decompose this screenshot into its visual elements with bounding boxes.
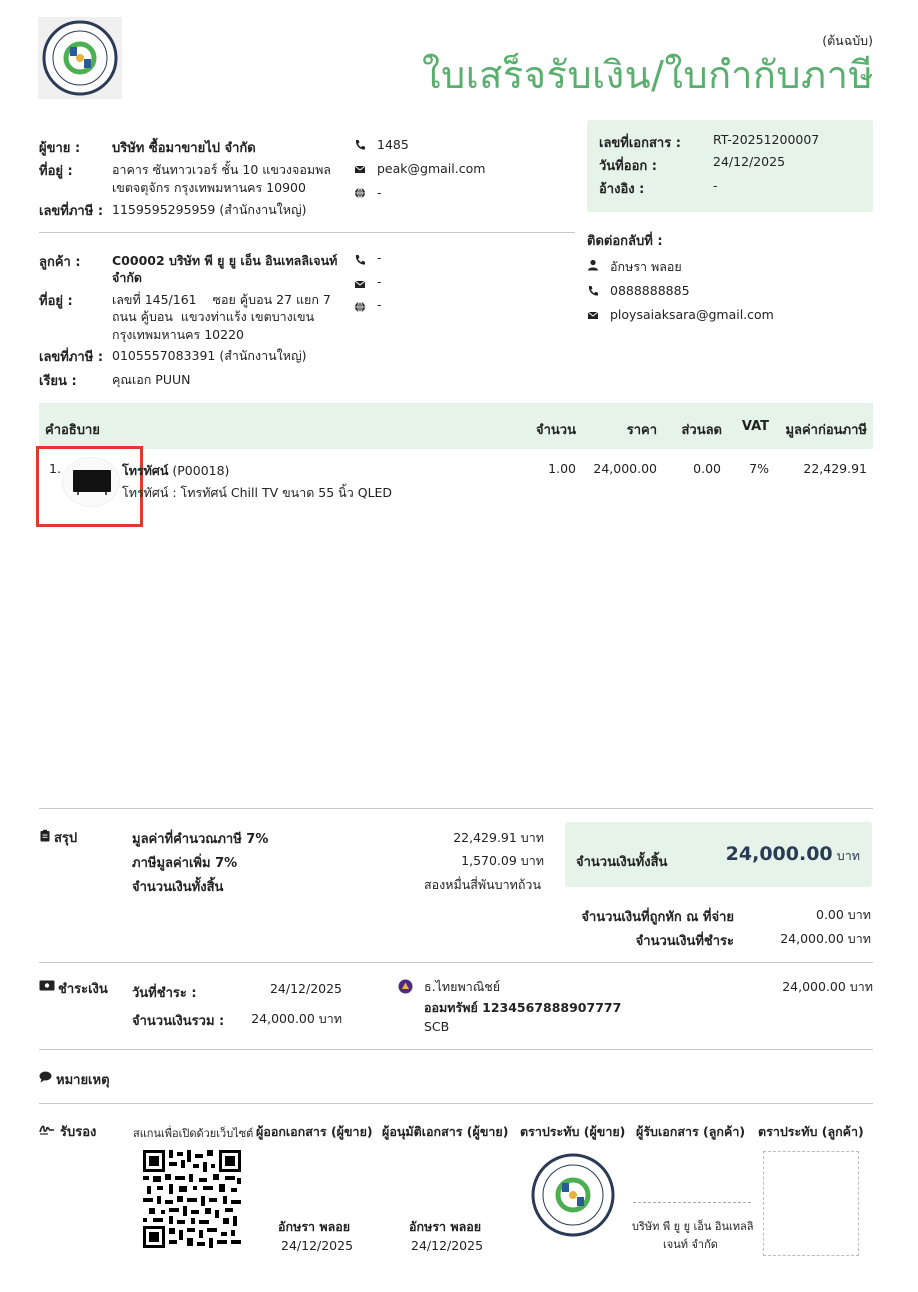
customer-name-line1: C00002 บริษัท พี ยู ยู เอ็น อินเทลลิเจนท์ — [112, 253, 338, 268]
item-name: โทรทัศน์ — [122, 463, 169, 478]
contact-back-title: ติดต่อกลับที่ : — [587, 234, 663, 249]
receiver-company-line2: เจนท์ จำกัด — [663, 1238, 718, 1251]
seller-phone: 1485 — [377, 137, 409, 152]
item-name-line — [122, 461, 229, 481]
contact-phone: 0888888885 — [610, 283, 690, 298]
payment-amount: 24,000.00 บาท — [782, 979, 873, 994]
customer-tax-id: 0105557083391 (สำนักงานใหญ่) — [112, 348, 307, 363]
seller-tax-label: เลขที่ภาษี : — [39, 204, 104, 219]
bank-name: ธ.ไทยพาณิชย์ — [424, 979, 501, 994]
approver-name: อักษรา พลอย — [409, 1219, 482, 1234]
to-pay-value: 24,000.00 บาท — [780, 931, 871, 946]
doc-date-label: วันที่ออก : — [599, 159, 657, 174]
bank-code: SCB — [424, 1019, 450, 1034]
issuer-name: อักษรา พลอย — [278, 1219, 351, 1234]
document-title: ใบเสร็จรับเงิน/ใบกำกับภาษี — [422, 53, 874, 97]
bank-account: ออมทรัพย์ 1234567888907777 — [424, 1000, 622, 1015]
item-detail: โทรทัศน์ : โทรทัศน์ Chill TV ขนาด 55 นิ้ว QLED — [122, 485, 393, 500]
notes-title: หมายเหตุ — [56, 1073, 110, 1088]
taxable-value: 22,429.91 บาท — [453, 830, 544, 845]
receiver-signature-line — [633, 1202, 751, 1203]
to-pay-label: จำนวนเงินที่ชำระ — [635, 934, 734, 949]
customer-tax-label: เลขที่ภาษี : — [39, 350, 104, 365]
customer-attn-label: เรียน : — [39, 374, 77, 389]
customer-address-line2: ถนน คู้บอน แขวงท่าแร้ง เขตบางเขน — [112, 309, 315, 324]
company-logo — [38, 17, 122, 99]
th-price: ราคา — [626, 423, 657, 438]
seller-customer-divider — [39, 232, 575, 233]
seller-address-line2: เขตจตุจักร กรุงเทพมหานคร 10900 — [112, 180, 306, 195]
seller-address-label: ที่อยู่ : — [39, 164, 73, 179]
seller-stamp-label: ตราประทับ (ผู้ขาย) — [520, 1124, 626, 1139]
total-label: จำนวนเงินทั้งสิ้น — [132, 880, 224, 895]
contact-name: อักษรา พลอย — [610, 259, 682, 274]
approver-label: ผู้อนุมัติเอกสาร (ผู้ขาย) — [382, 1124, 509, 1139]
customer-phone: - — [377, 250, 382, 265]
grand-total-value: 24,000.00 — [725, 843, 833, 865]
phone-icon — [354, 254, 366, 266]
item-vat: 7% — [749, 461, 769, 476]
th-qty: จำนวน — [536, 423, 576, 438]
payment-date: 24/12/2025 — [269, 981, 342, 996]
doc-ref: - — [713, 178, 718, 193]
signature-icon — [39, 1123, 55, 1135]
customer-email: - — [377, 274, 382, 289]
total-text: สองหมื่นสี่พันบาทถ้วน — [423, 877, 541, 892]
item-amount: 22,429.91 — [803, 461, 867, 476]
seller-website: - — [377, 185, 382, 200]
item-qty: 1.00 — [548, 461, 576, 476]
phone-icon — [354, 139, 366, 151]
th-vat: VAT — [741, 419, 769, 434]
payment-divider — [39, 962, 873, 963]
customer-name-line2: จำกัด — [112, 270, 143, 285]
vat-label: ภาษีมูลค่าเพิ่ม 7% — [132, 856, 238, 871]
customer-address-label: ที่อยู่ : — [39, 294, 73, 309]
issuer-label: ผู้ออกเอกสาร (ผู้ขาย) — [256, 1124, 373, 1139]
issuer-date: 24/12/2025 — [281, 1238, 354, 1253]
item-code: (P00018) — [172, 463, 230, 478]
doc-ref-label: อ้างอิง : — [599, 182, 645, 197]
notes-divider — [39, 1049, 873, 1050]
customer-stamp-box — [763, 1151, 859, 1256]
th-description: คำอธิบาย — [45, 423, 100, 438]
seller-stamp — [530, 1150, 616, 1240]
bank-logo-icon — [398, 979, 413, 994]
customer-address-line3: กรุงเทพมหานคร 10220 — [112, 327, 244, 342]
seller-name: บริษัท ซื้อมาขายไป จำกัด — [112, 141, 256, 156]
phone-icon — [587, 285, 599, 297]
approver-date: 24/12/2025 — [411, 1238, 484, 1253]
customer-name-label: ลูกค้า : — [39, 255, 81, 270]
comment-icon — [39, 1071, 52, 1083]
payment-date-label: วันที่ชำระ : — [132, 986, 197, 1001]
customer-attn: คุณเอก PUUN — [112, 372, 191, 387]
summary-title: สรุป — [54, 831, 78, 846]
withheld-value: 0.00 บาท — [816, 907, 871, 922]
contact-email: ploysaiaksara@gmail.com — [610, 307, 774, 322]
payment-total-label: จำนวนเงินรวม : — [132, 1014, 225, 1029]
th-discount: ส่วนลด — [681, 423, 722, 438]
item-index: 1. — [49, 461, 61, 476]
payment-total: 24,000.00 บาท — [251, 1011, 342, 1026]
summary-divider — [39, 808, 873, 809]
email-icon — [354, 163, 366, 175]
customer-website: - — [377, 297, 382, 312]
payment-title: ชำระเงิน — [58, 982, 108, 997]
signatures-title: รับรอง — [60, 1125, 97, 1140]
qr-label: สแกนเพื่อเปิดด้วยเว็บไซต์ — [133, 1127, 254, 1140]
qr-code[interactable] — [143, 1150, 241, 1248]
globe-icon — [354, 187, 366, 199]
receiver-label: ผู้รับเอกสาร (ลูกค้า) — [636, 1124, 746, 1139]
person-icon — [587, 259, 599, 271]
clipboard-icon — [39, 829, 51, 841]
grand-total-unit: บาท — [836, 848, 860, 863]
doc-date: 24/12/2025 — [713, 154, 786, 169]
doc-no: RT-20251200007 — [713, 132, 820, 147]
email-icon — [587, 309, 599, 321]
customer-stamp-label: ตราประทับ (ลูกค้า) — [758, 1124, 864, 1139]
signatures-divider — [39, 1103, 873, 1104]
receiver-company-line1: บริษัท พี ยู ยู เอ็น อินเทลลิ — [632, 1220, 754, 1233]
doc-no-label: เลขที่เอกสาร : — [599, 136, 681, 151]
withheld-label: จำนวนเงินที่ถูกหัก ณ ที่จ่าย — [581, 910, 734, 925]
seller-name-label: ผู้ขาย : — [39, 141, 81, 156]
seller-address-line1: อาคาร ซันทาวเวอร์ ชั้น 10 แขวงจอมพล — [112, 162, 331, 177]
grand-total-amount — [726, 843, 860, 866]
seller-tax-id: 1159595295959 (สำนักงานใหญ่) — [112, 202, 307, 217]
item-price: 24,000.00 — [593, 461, 657, 476]
grand-total-label: จำนวนเงินทั้งสิ้น — [576, 855, 668, 870]
customer-address-line1: เลขที่ 145/161 ซอย คู้บอน 27 แยก 7 — [112, 292, 331, 307]
seller-email: peak@gmail.com — [377, 161, 486, 176]
globe-icon — [354, 301, 366, 313]
vat-value: 1,570.09 บาท — [461, 853, 544, 868]
email-icon — [354, 278, 366, 290]
original-label: (ต้นฉบับ) — [822, 33, 873, 48]
taxable-label: มูลค่าที่คำนวณภาษี 7% — [132, 832, 269, 847]
cash-icon — [39, 980, 55, 992]
item-discount: 0.00 — [693, 461, 721, 476]
th-amount: มูลค่าก่อนภาษี — [785, 423, 867, 438]
